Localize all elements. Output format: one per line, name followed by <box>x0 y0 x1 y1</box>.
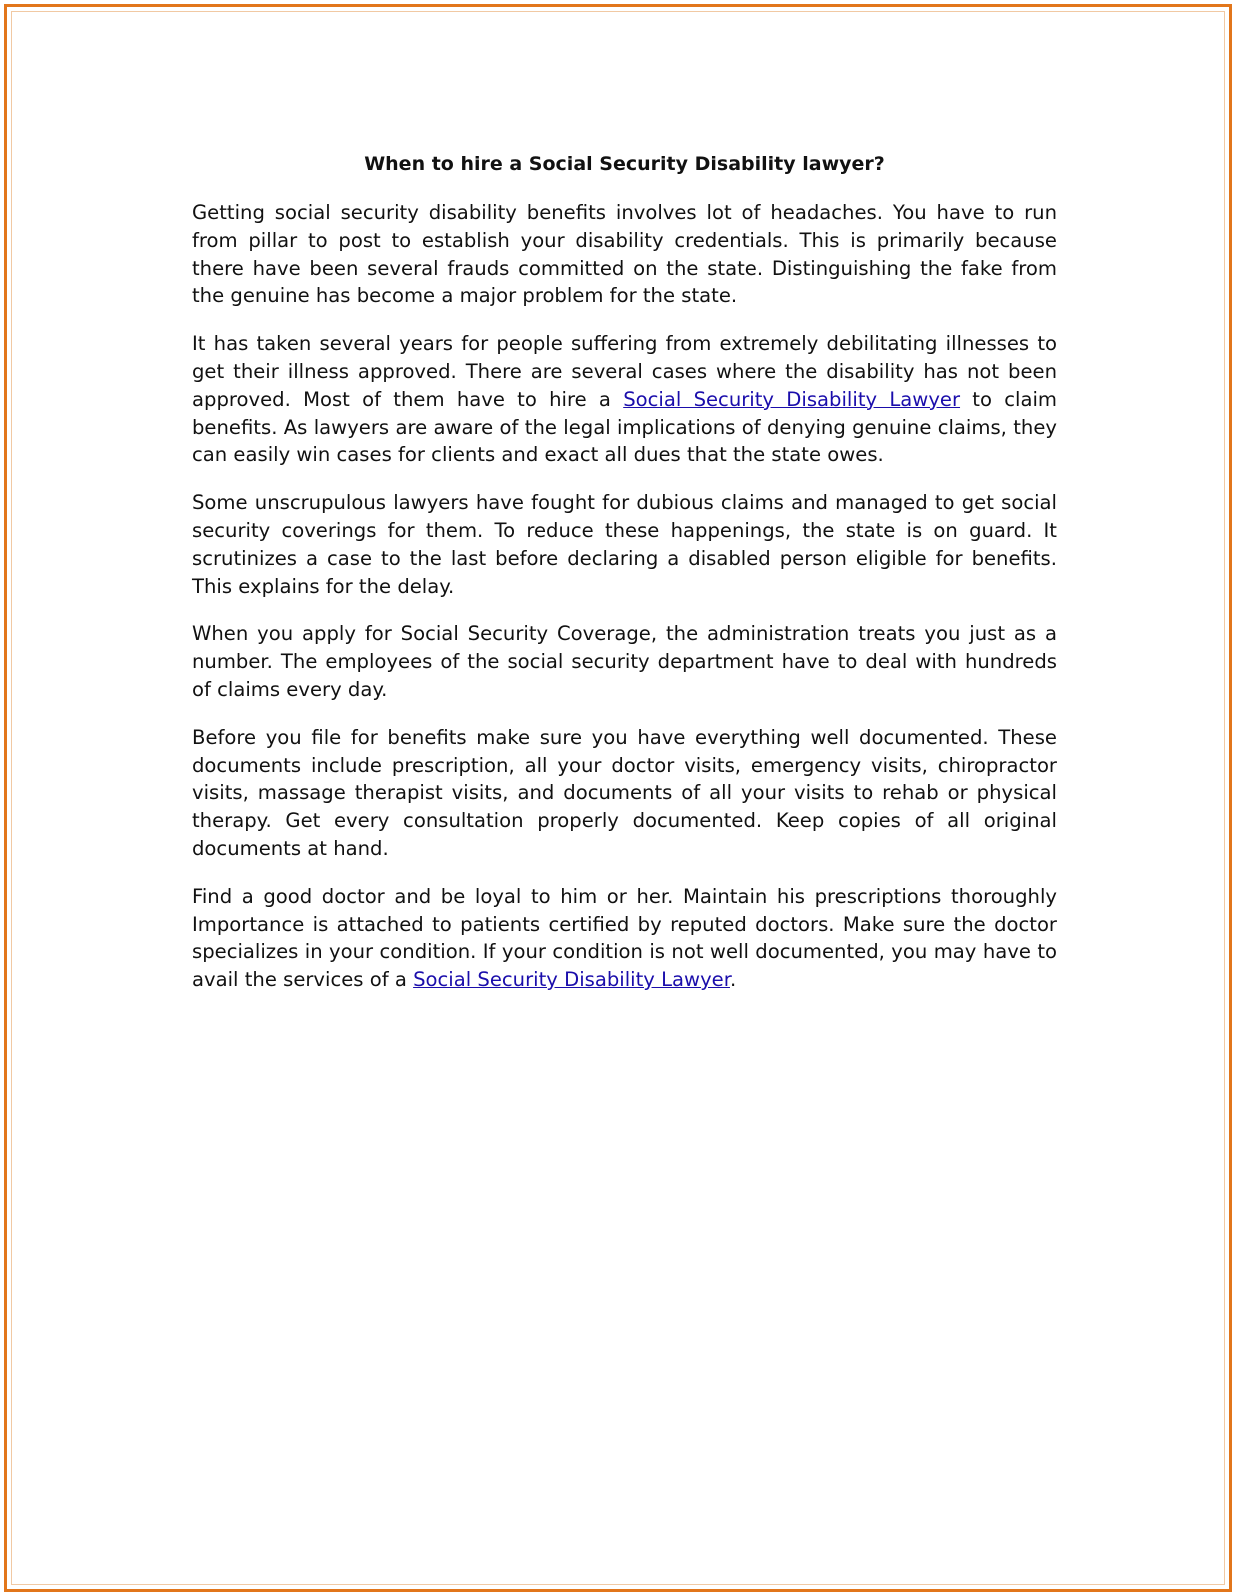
social-security-lawyer-link-2[interactable]: Social Security Disability Lawyer <box>413 968 730 992</box>
paragraph-4: When you apply for Social Security Coverage, the administration treats you just as a number. The employees of the social security department have to deal with hundreds of claims every day. <box>192 622 1057 701</box>
document-title: When to hire a Social Security Disability lawyer? <box>364 153 885 175</box>
paragraph-2 <box>192 330 1057 469</box>
paragraph-5: Before you file for benefits make sure you have everything well documented. These documents include prescription, all your doctor visits, emergency visits, chiropractor visits, massage therapist visits, and documents of all your visits to rehab or physical therapy. Get every consultation properly documented. Keep copies of all original documents at hand. <box>192 725 1057 860</box>
page-frame <box>4 4 1232 1592</box>
paragraph-6 <box>192 883 1057 994</box>
paragraph-3: Some unscrupulous lawyers have fought for dubious claims and managed to get social security coverings for them. To reduce these happenings, the state is on guard. It scrutinizes a case to the last before declaring a disabled person eligible for benefits. This explains for the delay. <box>192 491 1057 598</box>
paragraph-2-text-end: to claim benefits. As lawyers are aware of the legal implications of denying genuine claims, they can easily win cases for clients and exact all dues that the state owes. <box>192 387 1058 467</box>
social-security-lawyer-link[interactable]: Social Security Disability Lawyer <box>623 387 961 411</box>
paragraph-6-text-end: . <box>729 968 737 992</box>
paragraph-1: Getting social security disability benefits involves lot of headaches. You have to run from pillar to post to establish your disability credentials. This is primarily because there have been several frauds committed on the state. Distinguishing the fake from the genuine has become a major problem for the state. <box>192 201 1057 308</box>
paragraph-6-text-start: Find a good doctor and be loyal to him or her. Maintain his prescriptions thoroughly Importance is attached to patients certified by reputed doctors. Make sure the doctor specializes in your condition. If your condition is not well documented, you may have to avail the services of a <box>192 884 1057 992</box>
document-body <box>192 151 1057 1014</box>
paragraph-2-text-start: It has taken several years for people suffering from extremely debilitating illnesses to get their illness approved. There are several cases where the disability has not been approved. Most of them have to hire a <box>192 332 1057 411</box>
